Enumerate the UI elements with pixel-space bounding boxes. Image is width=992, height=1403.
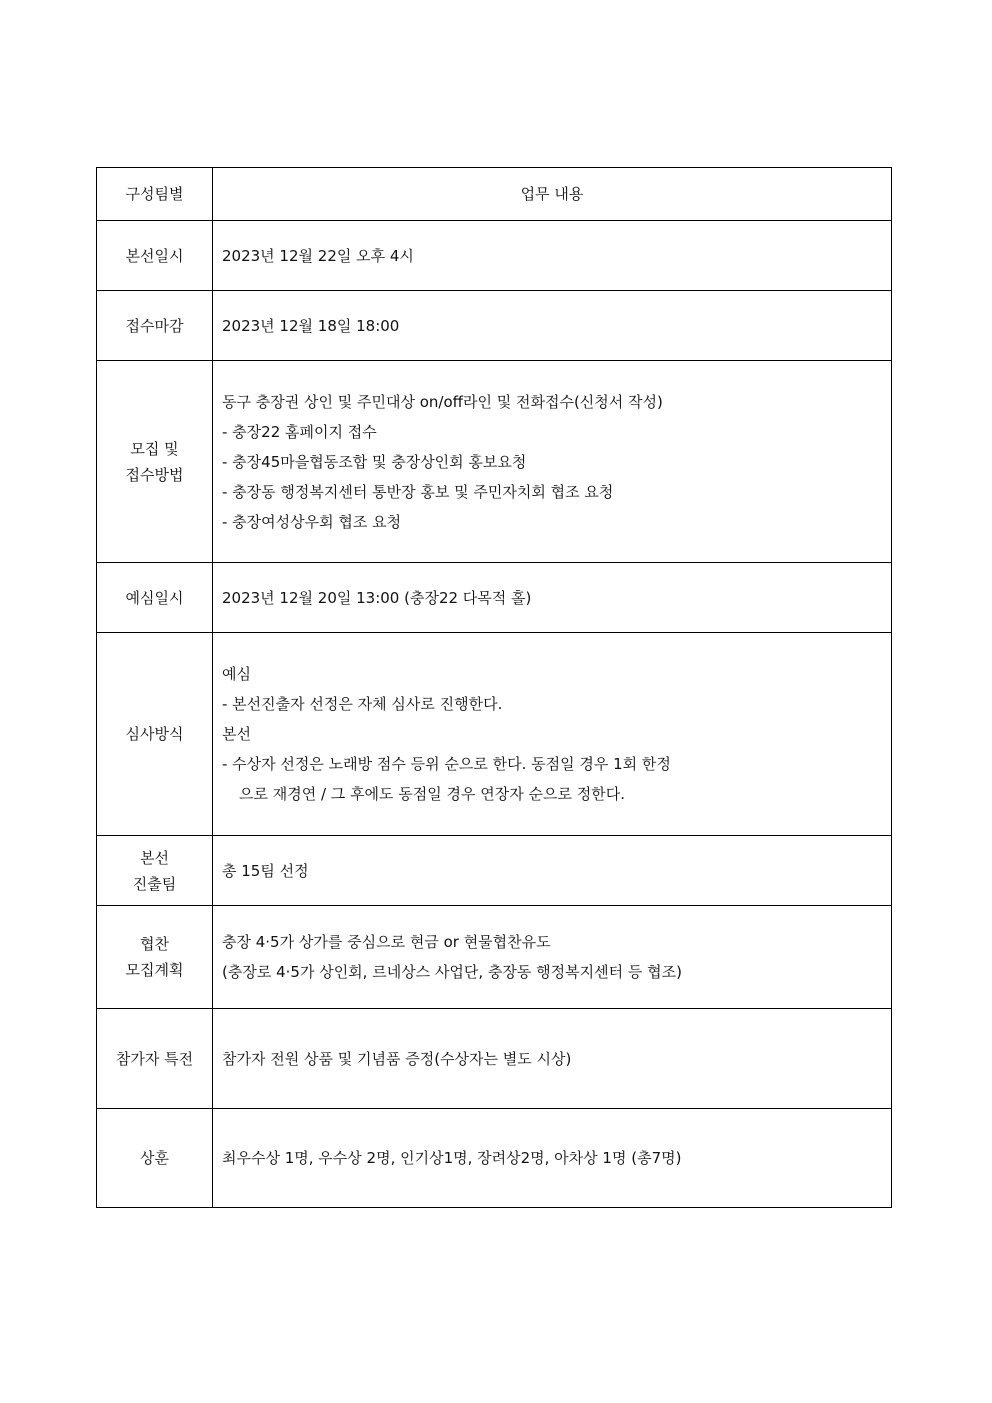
table-header-row bbox=[97, 168, 892, 221]
content-line: 동구 충장권 상인 및 주민대상 on/off라인 및 전화접수(신청서 작성) bbox=[222, 392, 663, 411]
content-line: - 충장45마을협동조합 및 충장상인회 홍보요청 bbox=[222, 452, 527, 471]
row-label bbox=[97, 906, 213, 1009]
row-content bbox=[213, 1009, 892, 1109]
content-line: - 본선진출자 선정은 자체 심사로 진행한다. bbox=[222, 695, 503, 713]
row-label-line: 상훈 bbox=[140, 1149, 169, 1167]
row-label-line: 참가자 특전 bbox=[115, 1049, 194, 1068]
content-line: - 충장여성상우회 협조 요청 bbox=[222, 512, 402, 531]
content-line: 예심 bbox=[222, 665, 251, 683]
row-label bbox=[97, 1109, 213, 1208]
row-label bbox=[97, 563, 213, 633]
content-line: - 충장동 행정복지센터 통반장 홍보 및 주민자치회 협조 요청 bbox=[222, 482, 614, 501]
content-line: 최우수상 1명, 우수상 2명, 인기상1명, 장려상2명, 아차상 1명 (총7명) bbox=[222, 1149, 682, 1167]
table-row-deadline bbox=[97, 291, 892, 361]
content-line: (충장로 4·5가 상인회, 르네상스 사업단, 충장동 행정복지센터 등 협조) bbox=[222, 963, 682, 981]
row-content bbox=[213, 906, 892, 1009]
content-line: 총 15팀 선정 bbox=[222, 861, 309, 880]
row-label bbox=[97, 633, 213, 836]
row-content bbox=[213, 1109, 892, 1208]
row-label-line: 본선 bbox=[140, 848, 169, 867]
row-label-line: 모집 및 bbox=[130, 439, 179, 458]
table-row-sponsorship bbox=[97, 906, 892, 1009]
row-content bbox=[213, 563, 892, 633]
row-label-line: 심사방식 bbox=[125, 725, 184, 743]
row-content bbox=[213, 361, 892, 563]
row-label-line: 협찬 bbox=[140, 935, 169, 953]
row-label-line: 모집계획 bbox=[125, 961, 184, 979]
row-label-line: 접수마감 bbox=[125, 316, 184, 335]
table-row-recruitment bbox=[97, 361, 892, 563]
row-label-line: 진출팀 bbox=[132, 874, 177, 893]
row-content bbox=[213, 836, 892, 906]
header-team-text: 구성팀별 bbox=[125, 185, 184, 203]
row-content bbox=[213, 221, 892, 291]
row-label bbox=[97, 291, 213, 361]
row-label bbox=[97, 1009, 213, 1109]
row-label bbox=[97, 221, 213, 291]
content-line: 2023년 12월 22일 오후 4시 bbox=[222, 246, 414, 265]
header-team bbox=[97, 168, 213, 221]
table-row-final-date bbox=[97, 221, 892, 291]
content-line: - 수상자 선정은 노래방 점수 등위 순으로 한다. 동점일 경우 1회 한정 bbox=[222, 755, 671, 773]
row-content bbox=[213, 633, 892, 836]
row-label bbox=[97, 836, 213, 906]
table-row-judging bbox=[97, 633, 892, 836]
content-line: 참가자 전원 상품 및 기념품 증정(수상자는 별도 시상) bbox=[222, 1049, 572, 1068]
content-line: - 충장22 홈페이지 접수 bbox=[222, 422, 377, 441]
content-line: 충장 4·5가 상가를 중심으로 현금 or 현물협찬유도 bbox=[222, 933, 551, 951]
table-row-preliminary-date bbox=[97, 563, 892, 633]
row-label-line: 본선일시 bbox=[125, 246, 184, 265]
content-line: 2023년 12월 20일 13:00 (충장22 다목적 홀) bbox=[222, 588, 532, 607]
work-plan-table bbox=[96, 167, 892, 1208]
row-label-line: 접수방법 bbox=[125, 465, 184, 484]
header-content-text: 업무 내용 bbox=[520, 185, 584, 203]
content-line: 으로 재경연 / 그 후에도 동점일 경우 연장자 순으로 정한다. bbox=[239, 785, 626, 803]
table-row-participant-benefits bbox=[97, 1009, 892, 1109]
table-row-awards bbox=[97, 1109, 892, 1208]
table-row-finalists bbox=[97, 836, 892, 906]
row-label bbox=[97, 361, 213, 563]
row-content bbox=[213, 291, 892, 361]
header-content bbox=[213, 168, 892, 221]
content-line: 본선 bbox=[222, 725, 251, 743]
row-label-line: 예심일시 bbox=[125, 588, 184, 607]
content-line: 2023년 12월 18일 18:00 bbox=[222, 316, 400, 335]
